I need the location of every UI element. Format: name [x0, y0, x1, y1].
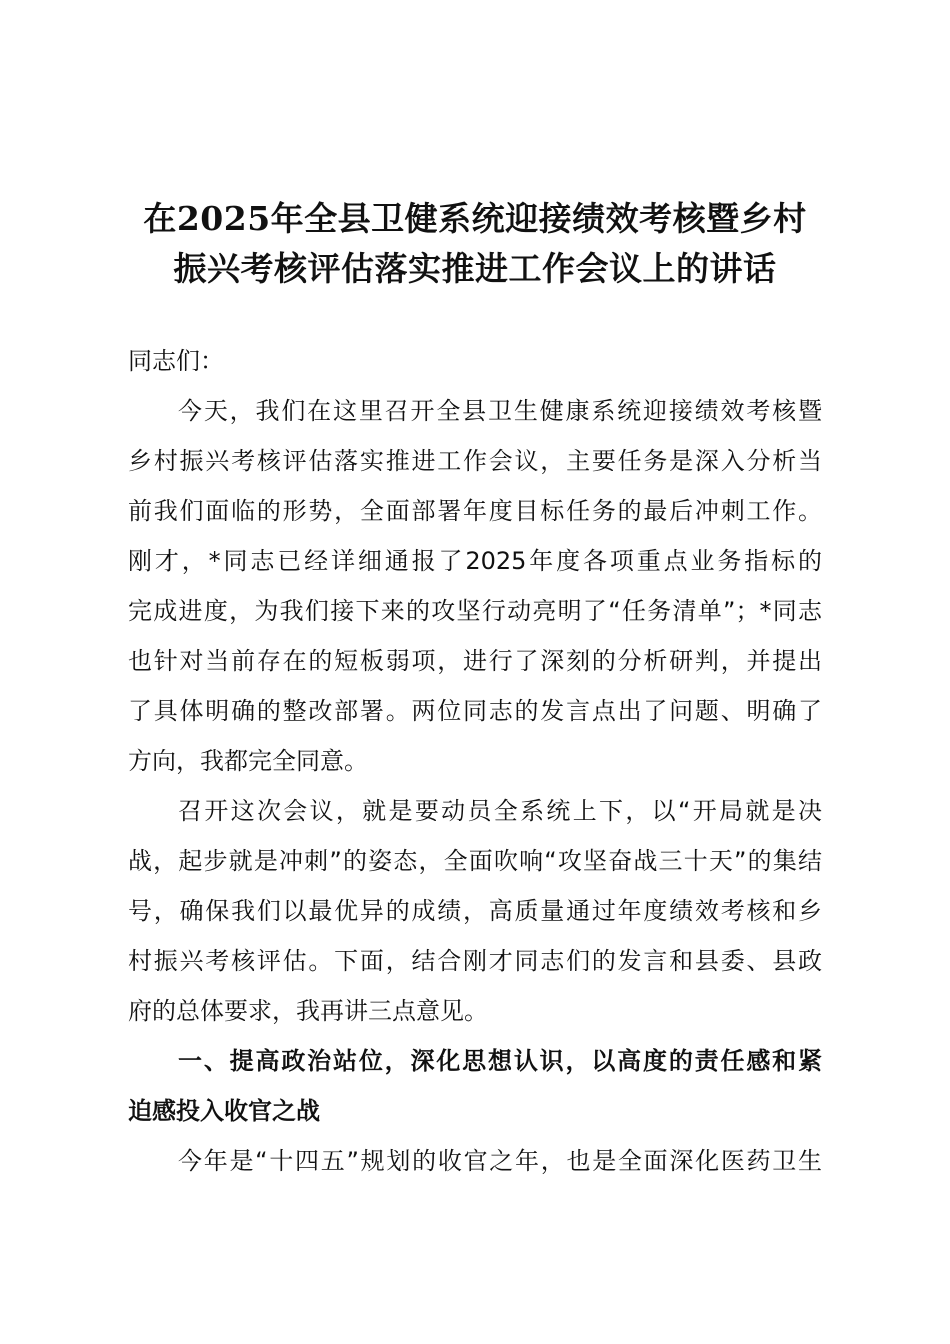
text-line: 今年是“十四五”规划的收官之年，也是全面深化医药卫生 [178, 1147, 822, 1175]
text-line: 刚才，*同志已经详细通报了2025年度各项重点业务指标的 [128, 547, 822, 575]
text-line: 乡村振兴考核评估落实推进工作会议，主要任务是深入分析当 [128, 447, 822, 475]
text-line: 也针对当前存在的短板弱项，进行了深刻的分析研判，并提出 [128, 647, 822, 675]
text-line: 府的总体要求，我再讲三点意见。 [128, 997, 488, 1025]
text-line: 号，确保我们以最优异的成绩，高质量通过年度绩效考核和乡 [128, 897, 822, 925]
document-title-line-2: 振兴考核评估落实推进工作会议上的讲话 [173, 249, 777, 288]
heading-line: 一、提高政治站位，深化思想认识，以高度的责任感和紧 [178, 1047, 822, 1075]
salutation: 同志们： [128, 347, 224, 375]
text-line: 了具体明确的整改部署。两位同志的发言点出了问题、明确了 [128, 697, 822, 725]
text-line: 前我们面临的形势，全面部署年度目标任务的最后冲刺工作。 [128, 497, 822, 525]
text-line: 召开这次会议，就是要动员全系统上下，以“开局就是决 [178, 797, 822, 825]
text-line: 今天，我们在这里召开全县卫生健康系统迎接绩效考核暨 [178, 397, 822, 425]
text-line: 完成进度，为我们接下来的攻坚行动亮明了“任务清单”；*同志 [128, 597, 822, 625]
text-line: 方向，我都完全同意。 [128, 747, 368, 775]
text-line: 村振兴考核评估。下面，结合刚才同志们的发言和县委、县政 [128, 947, 822, 975]
document-title-line-1: 在2025年全县卫健系统迎接绩效考核暨乡村 [143, 199, 807, 238]
heading-line: 迫感投入收官之战 [128, 1097, 320, 1125]
text-line: 战，起步就是冲刺”的姿态，全面吹响“攻坚奋战三十天”的集结 [128, 847, 822, 875]
